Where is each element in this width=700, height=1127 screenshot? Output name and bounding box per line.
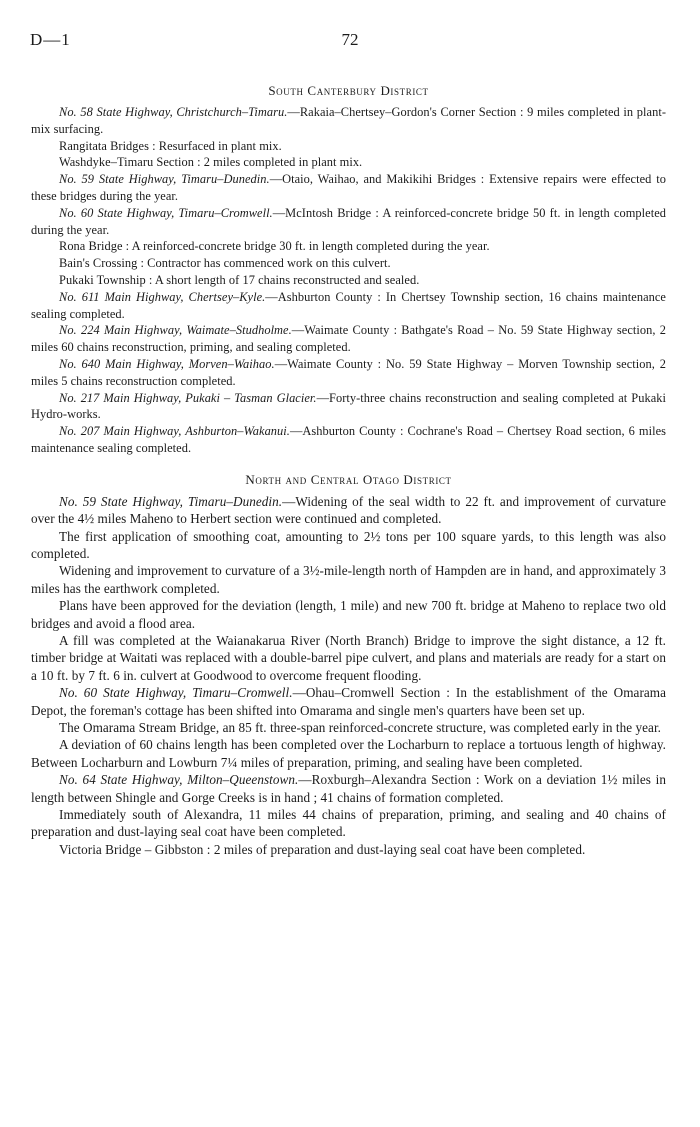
- paragraph-text: —McIntosh Bridge : A reinforced-concrete bridge 50 ft. in length completed during the year.: [31, 205, 666, 237]
- paragraph: [31, 205, 666, 239]
- paragraph-text: The first application of smoothing coat, amounting to 2½ tons per 100 square yards, to this length was also completed.: [31, 528, 666, 561]
- highway-heading: No. 60 State Highway, Timaru–Cromwell.: [59, 685, 293, 701]
- highway-heading: No. 207 Main Highway, Ashburton–Wakanui.: [59, 424, 290, 439]
- paragraph-text: —Otaio, Waihao, and Makikihi Bridges : Extensive repairs were effected to these bridges during the year.: [31, 172, 666, 203]
- paragraph-text: —Ashburton County : In Chertsey Township section, 16 chains maintenance sealing completed.: [31, 289, 666, 321]
- highway-heading: No. 217 Main Highway, Pukaki – Tasman Glacier.: [59, 390, 317, 405]
- paragraph-text: Rangitata Bridges : Resurfaced in plant mix.: [59, 138, 282, 153]
- paragraph: [31, 841, 666, 858]
- paragraph-text: —Forty-three chains reconstruction and sealing completed at Pukaki Hydro-works.: [31, 390, 666, 422]
- paragraph: [31, 154, 666, 171]
- page-number: 72: [341, 30, 359, 49]
- paragraph: [31, 597, 666, 632]
- section-otago: [31, 471, 666, 859]
- paragraph-text: Rona Bridge : A reinforced-concrete bridge 30 ft. in length completed during the year.: [59, 239, 490, 254]
- paragraph-list: [31, 493, 666, 859]
- highway-heading: No. 611 Main Highway, Chertsey–Kyle.: [59, 289, 266, 304]
- page-header: [30, 30, 670, 54]
- highway-heading: No. 224 Main Highway, Waimate–Studholme.: [59, 323, 292, 338]
- paragraph: [31, 684, 666, 719]
- paragraph: [31, 719, 666, 736]
- paragraph: [31, 736, 666, 771]
- document-code: D—1: [30, 30, 71, 49]
- paragraph-text: The Omarama Stream Bridge, an 85 ft. three-span reinforced-concrete structure, was completed early in the year.: [59, 720, 662, 736]
- paragraph: [31, 632, 666, 684]
- page-body: [31, 82, 666, 858]
- paragraph-text: Pukaki Township : A short length of 17 chains reconstructed and sealed.: [59, 272, 420, 287]
- highway-heading: No. 59 State Highway, Timaru–Dunedin.: [59, 493, 283, 509]
- paragraph-text: —Waimate County : Bathgate's Road – No. 59 State Highway section, 2 miles 60 chains reconstruction, priming, and sealing completed.: [31, 323, 666, 355]
- paragraph: [31, 104, 666, 138]
- paragraph: [31, 289, 666, 323]
- section-south-canterbury: [31, 82, 666, 457]
- section-title: North and Central Otago District: [245, 471, 452, 487]
- highway-heading: No. 58 State Highway, Christchurch–Timaru.: [59, 105, 288, 119]
- paragraph-text: —Waimate County : No. 59 State Highway – Morven Township section, 2 miles 5 chains reconstruction completed.: [31, 356, 666, 388]
- paragraph-text: —Rakaia–Chertsey–Gordon's Corner Section : 9 miles completed in plant-mix surfacing.: [31, 105, 667, 136]
- paragraph-text: Plans have been approved for the deviation (length, 1 mile) and new 700 ft. bridge at Maheno to replace two old bridges and avoid a flood area.: [31, 598, 666, 631]
- paragraph: [31, 255, 666, 272]
- paragraph-text: Washdyke–Timaru Section : 2 miles completed in plant mix.: [59, 155, 363, 170]
- paragraph-list: [31, 104, 666, 457]
- paragraph-text: —Ohau–Cromwell Section : In the establishment of the Omarama Depot, the foreman's cottage has been shifted into Omarama and single men's quarters have been set up.: [31, 685, 666, 718]
- paragraph: [31, 771, 666, 806]
- paragraph-text: —Widening of the seal width to 22 ft. and improvement of curvature over the 4½ miles Maheno to Herbert section were continued and completed.: [31, 493, 666, 527]
- paragraph-text: Immediately south of Alexandra, 11 miles 44 chains of preparation, priming, and sealing and 40 chains of preparation and dust-laying seal coat have been completed.: [31, 807, 666, 840]
- section-title: South Canterbury District: [268, 83, 429, 98]
- paragraph: [31, 390, 666, 424]
- paragraph: [31, 356, 666, 390]
- paragraph: [31, 272, 666, 289]
- paragraph-text: A deviation of 60 chains length has been completed over the Locharburn to replace a tortuous length of highway. Between Locharburn and Lowburn 7¼ miles of preparation, priming, and sealing have been completed.: [31, 737, 666, 770]
- paragraph-text: Bain's Crossing : Contractor has commenced work on this culvert.: [59, 256, 391, 271]
- paragraph-text: —Roxburgh–Alexandra Section : Work on a deviation 1½ miles in length between Shingle and Gorge Creeks is in hand ; 41 chains of formation completed.: [31, 772, 667, 805]
- paragraph: [31, 493, 666, 528]
- paragraph-text: Widening and improvement to curvature of a 3½-mile-length north of Hampden are in hand, and approximately 3 miles has the earthwork completed.: [31, 563, 666, 596]
- highway-heading: No. 60 State Highway, Timaru–Cromwell.: [59, 205, 273, 220]
- highway-heading: No. 640 Main Highway, Morven–Waihao.: [59, 356, 275, 371]
- paragraph: [31, 806, 666, 841]
- paragraph: [31, 171, 666, 205]
- paragraph: [31, 322, 666, 356]
- paragraph: [31, 528, 666, 563]
- highway-heading: No. 59 State Highway, Timaru–Dunedin.: [59, 172, 270, 187]
- paragraph-text: A fill was completed at the Waianakarua River (North Branch) Bridge to improve the sight distance, a 12 ft. timber bridge at Waitati was replaced with a double-barrel pipe culvert, and plans and materials are ready for a start on a 10 ft. by 7 ft. 6 in. culvert at Goodwood to overcome frequent flooding.: [31, 632, 666, 683]
- paragraph: [31, 238, 666, 255]
- paragraph-text: —Ashburton County : Cochrane's Road – Chertsey Road section, 6 miles maintenance sealing completed.: [31, 424, 667, 455]
- highway-heading: No. 64 State Highway, Milton–Queenstown.: [59, 772, 299, 788]
- paragraph-text: Victoria Bridge – Gibbston : 2 miles of preparation and dust-laying seal coat have been completed.: [59, 841, 586, 857]
- paragraph: [31, 138, 666, 155]
- paragraph: [31, 562, 666, 597]
- paragraph: [31, 423, 666, 457]
